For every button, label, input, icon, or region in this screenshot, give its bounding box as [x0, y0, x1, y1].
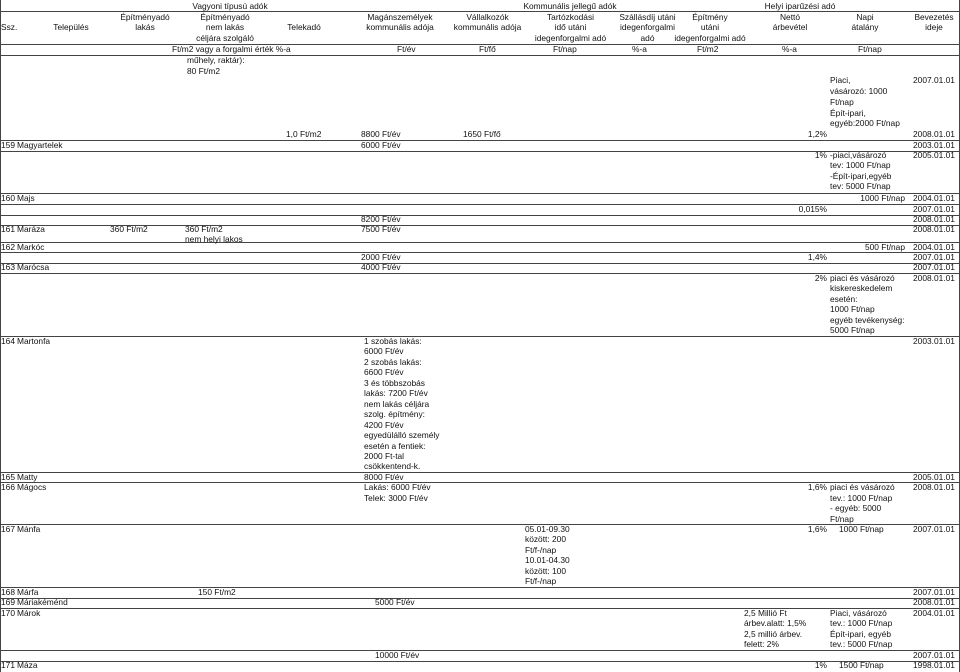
col-epitmeny-utani-l3: idegenforgalmi adó	[674, 33, 746, 43]
cell-magan-line: 4200 Ft/év	[364, 420, 404, 430]
row-number: 164	[1, 336, 15, 346]
cell-magan-line: 6600 Ft/év	[364, 367, 404, 377]
col-epitmeny-utani: Építmény	[692, 12, 728, 22]
cell-vall: 1,0 Ft/m2	[286, 129, 322, 139]
cell-napi-line: -piaci,vásározó	[830, 150, 887, 160]
cell-netto: 1,6%	[807, 524, 827, 534]
row-settlement: Majs	[17, 193, 35, 203]
cell-magan-line: egyedülálló személy	[364, 430, 440, 440]
cell-netto-line: 2,5 Millió Ft	[744, 608, 787, 618]
cell-napi-line: tev: 5000 Ft/nap	[830, 181, 891, 191]
row-settlement: Markóc	[17, 242, 45, 252]
row-number: 168	[1, 587, 15, 597]
row-number: 171	[1, 660, 15, 670]
cell-tart-line: 10.01-04.30	[525, 555, 570, 565]
cell-netto: 1%	[814, 660, 827, 670]
row-number: 162	[1, 242, 15, 252]
row-settlement: Mánfa	[17, 524, 41, 534]
unit-telek: Ft/év	[397, 44, 416, 54]
row-number: 165	[1, 472, 15, 482]
cell-magan: 5000 Ft/év	[375, 597, 415, 607]
group-helyi: Helyi iparűzési adó	[764, 1, 836, 11]
cell-napi-line: egyéb tevékenység:	[830, 315, 905, 325]
date-cell: 2007.01.01	[913, 252, 955, 262]
cell-magan: 7500 Ft/év	[361, 224, 401, 234]
cell-magan-line: nem lakás céljára	[364, 399, 430, 409]
row-number: 170	[1, 608, 15, 618]
cell-napi-line: tev.: 1000 Ft/nap	[830, 493, 893, 503]
col-epitmeny-nemlakas: Építményadó	[200, 12, 250, 22]
unit-napi: Ft/nap	[858, 44, 882, 54]
date-cell: 2008.01.01	[913, 224, 955, 234]
col-epitmeny-lakas: Építményadó	[120, 12, 170, 22]
date-cell: 2007.01.01	[913, 650, 955, 660]
col-epitmeny-nemlakas-l3: céljára szolgáló	[196, 33, 254, 43]
cell-magan: 8800 Ft/év	[361, 129, 401, 139]
cell-magan-line: 6000 Ft/év	[364, 346, 404, 356]
date-cell: 2003.01.01	[913, 336, 955, 346]
col-vallalkozok-l2: kommunális adója	[453, 22, 522, 32]
cell-napi-line: - egyéb: 5000	[830, 503, 882, 513]
col-tartozkodasi: Tartózkodási	[546, 12, 594, 22]
row-number: 167	[1, 524, 15, 534]
cell-magan: 10000 Ft/év	[375, 650, 420, 660]
cell-tartozkodasi: 1650 Ft/fő	[463, 129, 501, 139]
cell-napi-line: piaci és vásározó	[830, 482, 895, 492]
row-number: 163	[1, 262, 15, 272]
cell-magan-line: Lakás: 6000 Ft/év	[364, 482, 431, 492]
date-cell: 2008.01.01	[913, 129, 955, 139]
col-tartozkodasi-l2: idő utáni	[554, 22, 587, 32]
napi-note-line: Ft/nap	[830, 97, 854, 107]
cell-napi-line: esetén:	[830, 294, 858, 304]
col-vallalkozok: Vállalkozók	[466, 12, 509, 22]
row-number: 169	[1, 597, 15, 607]
cell-nemlakas: 150 Ft/m2	[198, 587, 236, 597]
date-cell: 2004.01.01	[913, 193, 955, 203]
cell-napi: 1000 Ft/nap	[860, 193, 905, 203]
cell-tart-line: Ft/f-/nap	[525, 545, 557, 555]
cell-lakas: 360 Ft/m2	[110, 224, 148, 234]
cell-magan-line: 3 és többszobás	[364, 378, 425, 388]
cell-tart-line: 05.01-09.30	[525, 524, 570, 534]
row-number: 159	[1, 140, 15, 150]
row-number: 166	[1, 482, 15, 492]
col-epitmeny-nemlakas-l2: nem lakás	[205, 22, 245, 32]
row-number: 160	[1, 193, 15, 203]
row-settlement: Márfa	[17, 587, 39, 597]
unit-epitmeny: Ft/m2 vagy a forgalmi érték %-a	[172, 44, 291, 54]
cell-magan-line: esetén a fentiek:	[364, 441, 426, 451]
cell-magan-line: 2 szobás lakás:	[364, 357, 422, 367]
cell-tart-line: között: 100	[525, 566, 566, 576]
col-bevezetes: Bevezetés	[914, 12, 954, 22]
cell-magan: 2000 Ft/év	[361, 252, 401, 262]
row-settlement: Máza	[17, 660, 38, 670]
cell-napi-line: tev.: 1000 Ft/nap	[830, 618, 893, 628]
unit-magan: Ft/fő	[479, 44, 496, 54]
date-cell: 2008.01.01	[913, 482, 955, 492]
col-szallasdij-l2: idegenforgalmi	[620, 22, 675, 32]
unit-vall: Ft/nap	[553, 44, 577, 54]
cell-netto: 1,6%	[807, 482, 827, 492]
date-cell: 2007.01.01	[913, 587, 955, 597]
cell-napi-line: -Épít-ipari,egyéb	[830, 171, 892, 181]
date-cell: 2005.01.01	[913, 472, 955, 482]
col-napi: Napi	[856, 12, 874, 22]
cell-napi-line: Piaci, vásározó	[830, 608, 887, 618]
col-ssz: Ssz.	[1, 22, 18, 32]
col-netto: Nettó	[779, 12, 801, 22]
col-netto-l2: árbevétel	[772, 22, 808, 32]
col-telepules: Település	[53, 22, 89, 32]
row-settlement: Máriakéménd	[17, 597, 68, 607]
row-settlement: Mágocs	[17, 482, 47, 492]
cell-magan-line: Telek: 3000 Ft/év	[364, 493, 428, 503]
row-settlement: Maráza	[17, 224, 45, 234]
cell-napi-line: 1000 Ft/nap	[830, 304, 875, 314]
date-cell: 2007.01.01	[913, 262, 955, 272]
col-bevezetes-l2: ideje	[925, 22, 943, 32]
cell-netto: 0,015%	[798, 204, 827, 214]
cell-napi-line: kiskereskedelem	[830, 283, 893, 293]
unit-netto: %-a	[782, 44, 797, 54]
cell-magan-line: lakás: 7200 Ft/év	[364, 388, 428, 398]
col-napi-l2: átalány	[851, 22, 879, 32]
napi-note-line: Piaci,	[830, 75, 851, 85]
note-line: 80 Ft/m2	[187, 66, 221, 76]
col-epitmeny-lakas-l2: lakás	[135, 22, 155, 32]
date-cell: 2007.01.01	[913, 524, 955, 534]
date-cell: 2008.01.01	[913, 214, 955, 224]
group-kommunalis: Kommunális jellegű adók	[523, 1, 617, 11]
cell-magan: 8200 Ft/év	[361, 214, 401, 224]
row-number: 161	[1, 224, 15, 234]
cell-napi: 1500 Ft/nap	[839, 660, 884, 670]
cell-nemlakas: nem helyi lakos	[185, 234, 243, 244]
cell-tart-line: Ft/f-/nap	[525, 576, 557, 586]
cell-napi: 1000 Ft/nap	[839, 524, 884, 534]
date-cell: 2008.01.01	[913, 597, 955, 607]
cell-napi-line: 5000 Ft/nap	[830, 325, 875, 335]
cell-netto-line: árbev.alatt: 1,5%	[744, 618, 807, 628]
date-cell: 2007.01.01	[913, 75, 955, 85]
cell-magan-line: 2000 Ft-tal	[364, 451, 405, 461]
cell-napi-line: Épít-ipari, egyéb	[830, 629, 891, 639]
cell-magan: 6000 Ft/év	[361, 140, 401, 150]
napi-note-line: Épít-ipari,	[830, 108, 866, 118]
col-szallasdij-l3: adó	[640, 33, 655, 43]
col-epitmeny-utani-l2: utáni	[700, 22, 720, 32]
date-cell: 2007.01.01	[913, 204, 955, 214]
cell-nemlakas: 360 Ft/m2	[185, 224, 223, 234]
cell-netto: 2%	[814, 273, 827, 283]
cell-tart-line: között: 200	[525, 534, 566, 544]
date-cell: 2004.01.01	[913, 242, 955, 252]
cell-magan: 8000 Ft/év	[364, 472, 404, 482]
date-cell: 2008.01.01	[913, 273, 955, 283]
cell-netto-line: 2,5 millió árbev.	[744, 629, 803, 639]
cell-napi-line: tev: 1000 Ft/nap	[830, 160, 891, 170]
col-maganszemelyek-l2: kommunális adója	[366, 22, 434, 32]
date-cell: 2003.01.01	[913, 140, 955, 150]
col-szallasdij: Szállásdíj utáni	[619, 12, 676, 22]
cell-napi: 500 Ft/nap	[864, 242, 905, 252]
cell-napi-line: Ft/nap	[830, 514, 854, 524]
date-cell: 2005.01.01	[913, 150, 955, 160]
row-settlement: Magyartelek	[17, 140, 63, 150]
col-tartozkodasi-l3: idegenforgalmi adó	[534, 33, 607, 43]
row-settlement: Martonfa	[17, 336, 51, 346]
napi-note-line: egyéb:2000 Ft/nap	[830, 118, 900, 128]
group-vagyoni: Vagyoni típusú adók	[192, 1, 268, 11]
napi-note-line: vásározó: 1000	[830, 86, 888, 96]
cell-magan-line: szolg. építmény:	[364, 409, 425, 419]
cell-netto: 1,4%	[807, 252, 827, 262]
cell-netto-line: felett: 2%	[744, 639, 779, 649]
cell-magan-line: csökkentend-k.	[364, 461, 421, 471]
unit-tart: %-a	[632, 44, 647, 54]
col-maganszemelyek: Magánszemélyek	[367, 12, 433, 22]
cell-magan-line: 1 szobás lakás:	[364, 336, 422, 346]
date-cell: 1998.01.01	[913, 660, 955, 670]
col-telekado: Telekadó	[287, 22, 321, 32]
date-cell: 2004.01.01	[913, 608, 955, 618]
cell-netto: 1%	[814, 150, 827, 160]
unit-szall: Ft/m2	[697, 44, 719, 54]
note-line: műhely, raktár):	[187, 55, 245, 65]
row-settlement: Marócsa	[17, 262, 50, 272]
cell-napi-line: tev.: 5000 Ft/nap	[830, 639, 893, 649]
cell-magan: 4000 Ft/év	[361, 262, 401, 272]
row-settlement: Márok	[17, 608, 41, 618]
cell-napi-line: piaci és vásározó	[830, 273, 895, 283]
row-settlement: Matty	[17, 472, 38, 482]
cell-netto: 1,2%	[807, 129, 827, 139]
